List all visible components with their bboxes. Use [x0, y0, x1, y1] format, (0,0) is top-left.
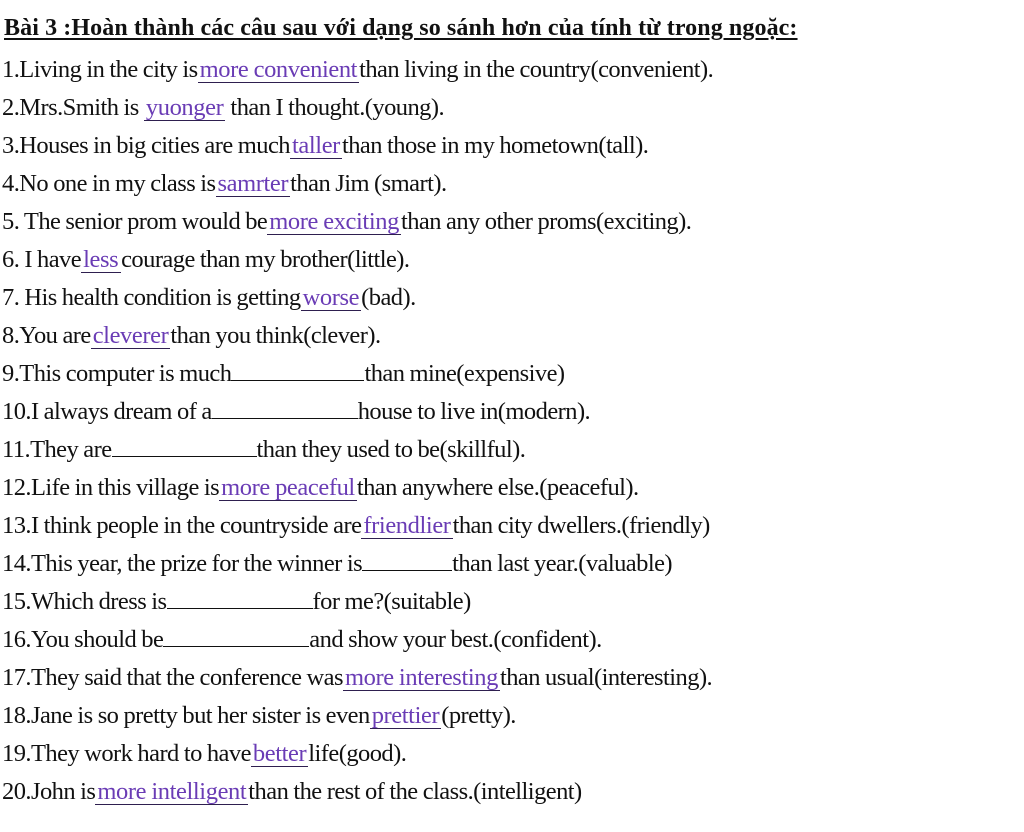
- exercise-item-19: [2, 736, 1017, 774]
- empty-answer-blank[interactable]: [362, 546, 452, 571]
- exercise-item-18: [2, 698, 1017, 736]
- exercise-item-8: [2, 318, 1017, 356]
- exercise-item-5: [2, 204, 1017, 242]
- exercise-item-3: [2, 128, 1017, 166]
- sentence-text: 9.This computer is much: [2, 360, 232, 387]
- sentence-text: than those in my hometown(tall).: [341, 132, 649, 159]
- sentence-text: 19.They work hard to have: [2, 740, 251, 767]
- answer-blank[interactable]: samrter: [217, 170, 289, 197]
- exercise-item-13: [2, 508, 1017, 546]
- sentence-text: 2.Mrs.Smith is: [2, 94, 144, 121]
- sentence-text: than usual(interesting).: [499, 664, 713, 691]
- sentence-text: than any other proms(exciting).: [400, 208, 692, 235]
- exercise-item-4: [2, 166, 1017, 204]
- sentence-text: 7. His health condition is getting: [2, 284, 301, 311]
- exercise-item-7: [2, 280, 1017, 318]
- answer-blank[interactable]: prettier: [371, 702, 440, 729]
- sentence-text: 3.Houses in big cities are much: [2, 132, 290, 159]
- sentence-text: 10.I always dream of a: [2, 398, 212, 425]
- sentence-text: than living in the country(convenient).: [359, 56, 714, 83]
- exercise-item-17: [2, 660, 1017, 698]
- sentence-text: 6. I have: [2, 246, 82, 273]
- answer-blank[interactable]: yuonger: [145, 94, 224, 121]
- sentence-text: for me?(suitable): [312, 588, 471, 615]
- sentence-text: than the rest of the class.(intelligent): [248, 778, 582, 805]
- empty-answer-blank[interactable]: [231, 356, 364, 381]
- sentence-text: 16.You should be: [2, 626, 164, 653]
- exercise-item-2: [2, 90, 1017, 128]
- exercise-item-1: [2, 52, 1017, 90]
- answer-blank[interactable]: taller: [292, 132, 340, 159]
- answer-blank[interactable]: less: [81, 248, 121, 273]
- sentence-text: (pretty).: [441, 702, 516, 729]
- exercise-item-14: [2, 546, 1017, 584]
- sentence-text: courage than my brother(little).: [121, 246, 410, 273]
- sentence-text: 18.Jane is so pretty but her sister is even: [2, 702, 370, 729]
- sentence-text: than anywhere else.(peaceful).: [356, 474, 639, 501]
- sentence-text: 20.John is: [2, 778, 96, 805]
- answer-blank[interactable]: cleverer: [92, 322, 169, 349]
- exercise-item-12: [2, 470, 1017, 508]
- empty-answer-blank[interactable]: [167, 584, 313, 609]
- sentence-text: life(good).: [308, 740, 407, 767]
- sentence-text: 14.This year, the prize for the winner is: [2, 550, 363, 577]
- answer-blank[interactable]: more interesting: [344, 664, 498, 691]
- sentence-text: 13.I think people in the countryside are: [2, 512, 362, 539]
- sentence-text: than last year.(valuable): [452, 550, 673, 577]
- exercise-item-20: [2, 774, 1017, 812]
- empty-answer-blank[interactable]: [163, 622, 309, 647]
- exercise-item-11: [2, 432, 1017, 470]
- sentence-text: 5. The senior prom would be: [2, 208, 268, 235]
- sentence-text: 12.Life in this village is: [2, 474, 220, 501]
- sentence-text: than Jim (smart).: [290, 170, 447, 197]
- empty-answer-blank[interactable]: [212, 394, 358, 419]
- answer-blank[interactable]: more convenient: [199, 56, 358, 83]
- answer-blank[interactable]: more peaceful: [221, 474, 355, 501]
- sentence-text: than city dwellers.(friendly): [452, 512, 710, 539]
- sentence-text: house to live in(modern).: [357, 398, 591, 425]
- exercise-item-9: [2, 356, 1017, 394]
- sentence-text: 1.Living in the city is: [2, 56, 198, 83]
- exercise-title: Bài 3 :Hoàn thành các câu sau với dạng so sánh hơn của tính từ trong ngoặc:: [4, 15, 798, 41]
- sentence-text: 8.You are: [2, 322, 91, 349]
- sentence-text: 17.They said that the conference was: [2, 664, 343, 691]
- exercise-list: [2, 52, 1017, 812]
- sentence-text: 15.Which dress is: [2, 588, 167, 615]
- answer-blank[interactable]: more intelligent: [97, 778, 247, 805]
- sentence-text: (bad).: [361, 284, 416, 311]
- answer-blank[interactable]: friendlier: [363, 512, 451, 539]
- empty-answer-blank[interactable]: [112, 432, 257, 457]
- exercise-item-6: [2, 242, 1017, 280]
- sentence-text: than I thought.(young).: [225, 94, 445, 121]
- answer-blank[interactable]: better: [252, 740, 307, 767]
- exercise-item-16: [2, 622, 1017, 660]
- exercise-item-15: [2, 584, 1017, 622]
- sentence-text: and show your best.(confident).: [309, 626, 602, 653]
- sentence-text: than they used to be(skillful).: [256, 436, 526, 463]
- sentence-text: 4.No one in my class is: [2, 170, 216, 197]
- answer-blank[interactable]: more exciting: [269, 208, 399, 235]
- answer-blank[interactable]: worse: [302, 284, 360, 311]
- sentence-text: than you think(clever).: [170, 322, 381, 349]
- exercise-item-10: [2, 394, 1017, 432]
- sentence-text: 11.They are: [2, 436, 112, 463]
- sentence-text: than mine(expensive): [364, 360, 565, 387]
